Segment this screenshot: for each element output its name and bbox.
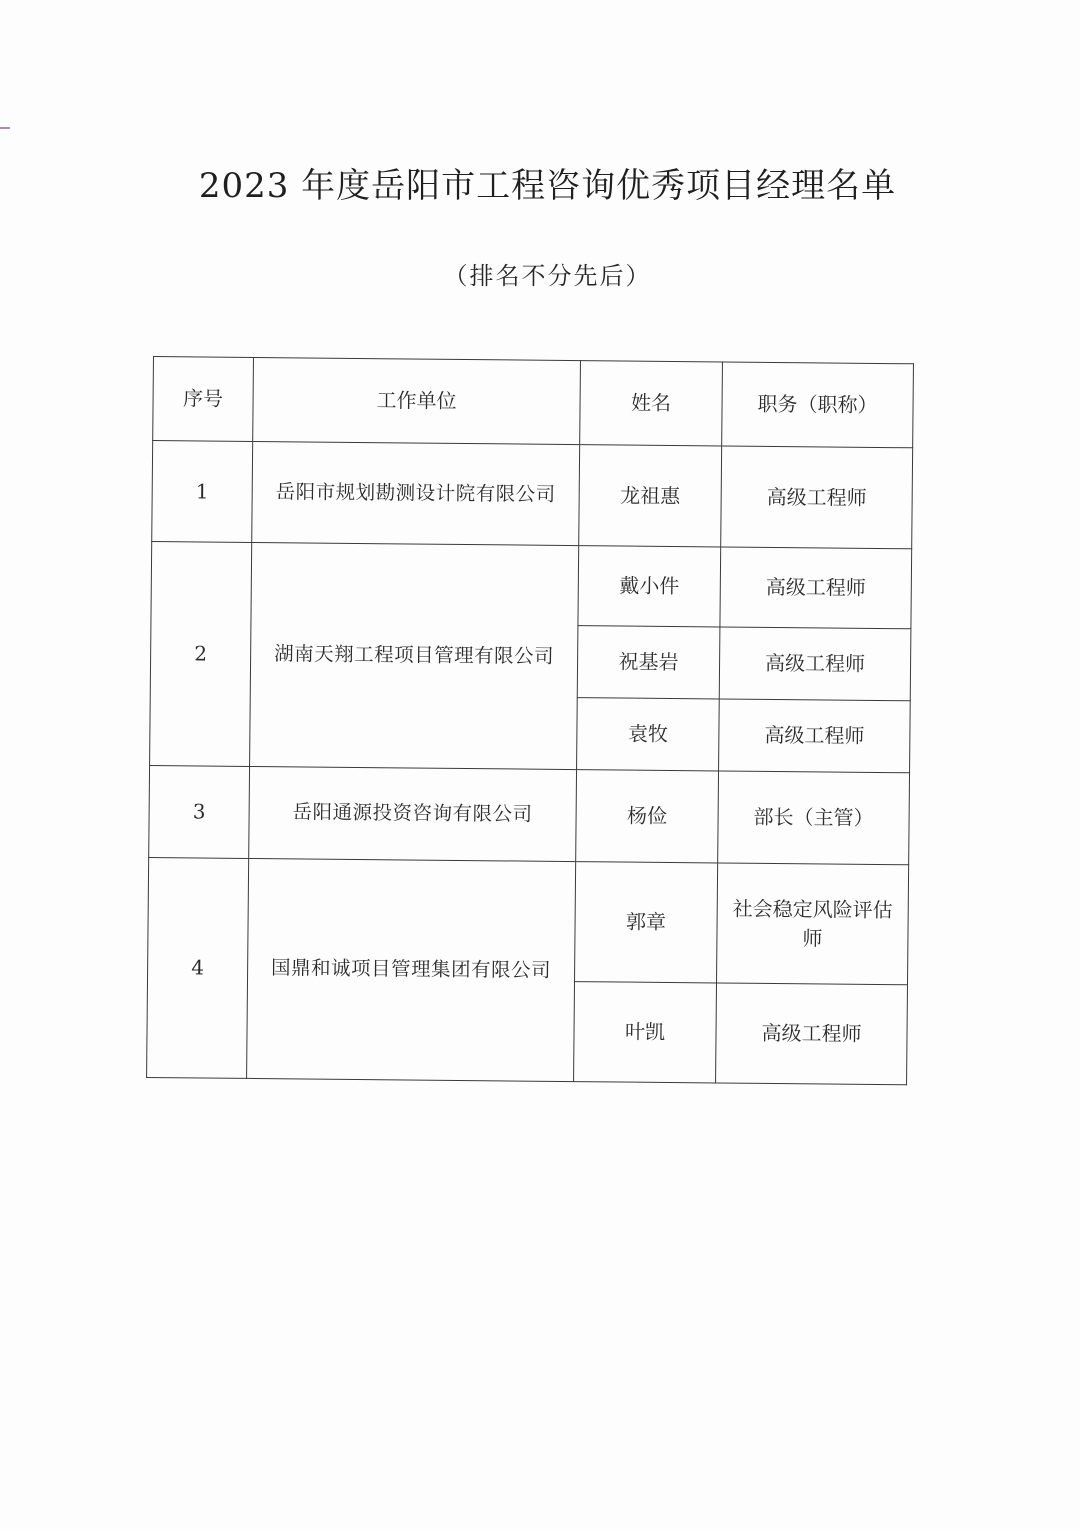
header-index: 序号 [153, 357, 254, 442]
row-name: 郭章 [575, 862, 718, 983]
row-position: 高级工程师 [716, 983, 908, 1085]
row-name: 袁牧 [577, 698, 720, 771]
table-container [146, 356, 914, 1085]
row-position: 社会稳定风险评估师 [717, 863, 909, 985]
row-name: 龙祖惠 [579, 445, 722, 547]
table-row [151, 541, 912, 628]
row-position: 高级工程师 [719, 627, 911, 701]
header-position: 职务（职称） [722, 362, 914, 448]
row-index: 1 [152, 441, 253, 543]
row-position: 高级工程师 [719, 699, 911, 773]
row-index: 4 [147, 857, 249, 1078]
row-index: 2 [150, 541, 252, 766]
document-subtitle: （排名不分先后） [443, 262, 652, 290]
row-index: 3 [149, 765, 250, 858]
row-name: 杨俭 [576, 770, 719, 863]
row-name: 戴小件 [578, 546, 721, 627]
row-position: 高级工程师 [721, 446, 913, 549]
row-position: 高级工程师 [720, 547, 912, 629]
row-position: 部长（主管） [718, 771, 910, 865]
table-row [152, 441, 913, 549]
page-edge-mark [0, 127, 10, 129]
table-row [148, 857, 909, 984]
row-name: 祝基岩 [577, 626, 720, 699]
document-title: 2023 年度岳阳市工程咨询优秀项目经理名单 [198, 166, 897, 206]
row-unit: 湖南天翔工程项目管理有限公司 [250, 542, 579, 769]
row-unit: 国鼎和诚项目管理集团有限公司 [247, 858, 576, 1081]
header-name: 姓名 [580, 361, 723, 446]
header-row [153, 357, 914, 448]
managers-table [146, 356, 914, 1085]
row-name: 叶凯 [574, 982, 717, 1083]
header-unit: 工作单位 [253, 357, 581, 444]
row-unit: 岳阳通源投资咨询有限公司 [249, 766, 577, 861]
table-row [149, 765, 910, 864]
row-unit: 岳阳市规划勘测设计院有限公司 [252, 441, 580, 545]
